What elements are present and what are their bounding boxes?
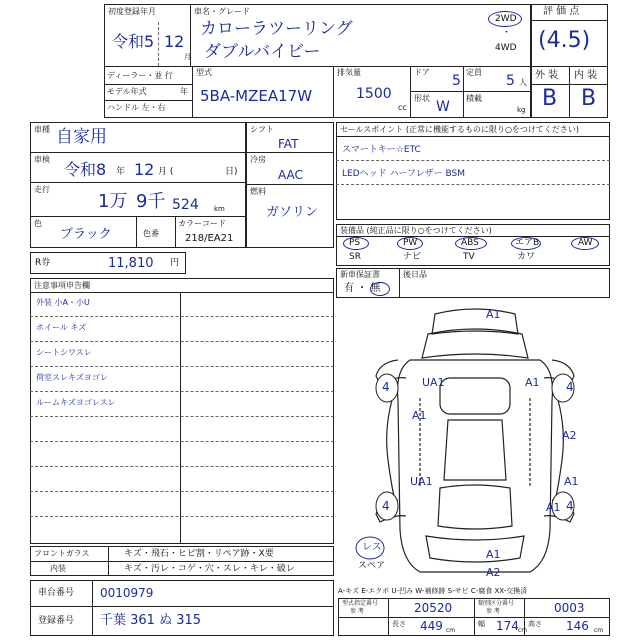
eq-tv: TV — [463, 252, 475, 262]
note-5: ルームキズヨゴレスレ — [36, 398, 116, 407]
note-4: 荷室スレキズヨゴレ — [36, 373, 108, 382]
mark-spare-circle: レス — [362, 542, 382, 553]
note-1: 外装 小A・小U — [36, 298, 90, 307]
mark-bottom-a1: A1 — [486, 548, 501, 561]
warranty-none-circle — [370, 282, 390, 296]
notes-box — [30, 278, 334, 544]
mileage-man: 1万 — [98, 191, 128, 212]
selling-point-1: スマートキー☆ETC — [342, 145, 421, 155]
km-unit: km — [214, 205, 225, 213]
car-grade: ダブルバイビー — [204, 42, 321, 62]
selling-point-2: LEDヘッド ハーフレザー BSM — [342, 169, 466, 179]
mark-a1-right-lower2: A1 — [546, 501, 561, 514]
notes-label: 注意事項申告欄 — [34, 281, 90, 290]
dealer-label: ディーラー・並 行 — [107, 71, 173, 80]
length-value: 449 — [420, 619, 443, 633]
eq-navi: ナビ — [403, 252, 422, 262]
auction-label: 型式指定番号 — [342, 600, 379, 607]
displacement-label: 排気量 — [337, 68, 361, 77]
type-label: 型式 — [196, 68, 212, 77]
mark-a1-right-lower: A1 — [564, 475, 579, 488]
equipment-label: 装備品 (純正品に限り○をつけてください) — [340, 226, 492, 235]
eq-airbag: エアB — [515, 238, 540, 248]
mileage-rest: 524 — [172, 197, 199, 213]
mark-left-upper-wheel: 4 — [382, 380, 390, 394]
note-2: ホイール キズ — [36, 323, 87, 332]
yen-unit: 円 — [170, 258, 180, 268]
note-3: シートシワスレ — [36, 348, 92, 357]
interior-cond-label: 内装 — [50, 564, 66, 573]
inspection-year-unit: 年 — [116, 167, 126, 177]
usage-value: 自家用 — [56, 127, 107, 147]
color-value: ブラック — [60, 227, 112, 242]
usage-label: 車種 — [34, 125, 50, 134]
mileage-sen: 9千 — [136, 191, 166, 212]
kg-unit: kg — [517, 106, 526, 114]
height-unit: cm — [594, 627, 604, 634]
warranty-value: 有 ・ 無 — [344, 283, 381, 294]
chassis-label: 車台番号 — [38, 588, 75, 598]
capacity-unit: 人 — [519, 78, 527, 87]
exterior-label: 外 装 — [535, 70, 559, 81]
drive-4wd: 4WD — [495, 43, 517, 53]
spare-label: スペア — [358, 561, 386, 571]
fuel-label: 燃料 — [250, 187, 266, 196]
year-unit: 年 — [180, 87, 188, 96]
class-value: 0003 — [554, 601, 585, 615]
cc-unit: cc — [398, 103, 407, 112]
mark-a2-right-mid: A2 — [562, 429, 577, 442]
drive-2wd: 2WD — [495, 14, 517, 24]
chassis-value: 0010979 — [100, 586, 154, 600]
inspection-day-unit: 日) — [225, 167, 238, 177]
width-unit: cm — [518, 627, 528, 634]
front-glass-value: キズ・飛石・ヒビ割・リペア跡・X要 — [124, 549, 274, 559]
damage-legend: A-キズ E-エクボ U-凹み W-補修跡 S-サビ C-腐食 XX-交換済 — [338, 587, 528, 595]
handle-label: ハンドル 左・右 — [107, 103, 166, 112]
color-code-value: 218/EA21 — [185, 233, 234, 244]
rating-label: 評 価 点 — [543, 6, 580, 17]
plate-value: 千葉 361 ぬ 315 — [100, 613, 202, 628]
type-value: 5BA-MZEA17W — [200, 87, 313, 105]
eq-pw: PW — [403, 238, 418, 248]
height-label: 高さ — [528, 620, 542, 628]
recycle-value: 11,810 — [108, 256, 154, 271]
length-unit: cm — [446, 627, 456, 634]
capacity-value: 5 — [506, 73, 515, 89]
length-label: 長さ — [392, 620, 406, 628]
car-name: カローラツーリング — [200, 19, 353, 39]
eq-abs: ABS — [461, 238, 479, 248]
month-unit: 月 — [184, 53, 191, 61]
rating-value: (4.5) — [538, 28, 591, 53]
eq-ps: PS — [349, 238, 361, 248]
maker-label: 後日品 — [403, 270, 427, 279]
mark-ua1-left-upper: UA1 — [422, 376, 445, 389]
first-reg-month: 12 — [164, 32, 185, 51]
doors-value: 5 — [452, 73, 461, 89]
shape-label: 形状 — [414, 94, 430, 103]
drive-dot: ・ — [502, 28, 512, 38]
color-label: 色 — [34, 219, 42, 228]
mark-bottom-a2: A2 — [486, 566, 501, 579]
eq-aw: AW — [578, 238, 593, 248]
ac-label: 冷房 — [250, 155, 266, 164]
interior-grade: B — [581, 86, 597, 111]
exterior-grade: B — [542, 86, 558, 111]
mark-left-lower-wheel: 4 — [382, 499, 390, 513]
model-year-label: モデル年式 — [107, 87, 147, 96]
displacement-value: 1500 — [356, 86, 392, 102]
class-sub: 参 考 — [486, 608, 500, 615]
auction-value: 20520 — [414, 601, 453, 615]
width-label: 幅 — [478, 620, 485, 628]
first-reg-label: 初度登録年月 — [108, 7, 156, 16]
interior-cond-value: キズ・汚レ・コゲ・穴・スレ・キレ・破レ — [124, 564, 295, 574]
mark-ua1-left-lower: UA1 — [410, 475, 433, 488]
fuel-value: ガソリン — [266, 205, 319, 220]
width-value: 174 — [496, 619, 519, 633]
selling-points-label: セールスポイント (正常に機能するものに限り○をつけてください) — [340, 125, 580, 134]
warranty-label: 新車保証書 — [340, 270, 380, 279]
class-label: 類別区分番号 — [478, 600, 515, 607]
auction-sub: 参 考 — [350, 608, 364, 615]
shape-value: W — [436, 99, 450, 115]
color-code-label: カラーコード — [178, 219, 226, 228]
mark-right-upper-wheel: 4 — [566, 380, 574, 394]
car-grade-label: 車名・グレード — [194, 7, 250, 16]
mark-top: A1 — [486, 308, 501, 321]
recycle-label: R券 — [35, 258, 51, 268]
inspection-era: 令和8 — [64, 160, 107, 179]
mileage-label: 走行 — [34, 185, 50, 194]
shift-value: FAT — [278, 137, 299, 151]
eq-sr: SR — [349, 252, 361, 262]
mark-a1-right-upper: A1 — [525, 376, 540, 389]
mark-right-lower-wheel: 4 — [566, 499, 574, 513]
inspection-label: 車検 — [34, 155, 50, 164]
shift-label: シフト — [250, 125, 274, 134]
plate-label: 登録番号 — [38, 616, 75, 626]
interior-label: 内 装 — [574, 70, 598, 81]
inspection-month: 12 — [134, 160, 155, 179]
doors-label: ドア — [414, 68, 430, 77]
ac-value: AAC — [278, 168, 303, 182]
first-reg-era: 令和5 — [112, 32, 155, 51]
load-label: 積載 — [466, 94, 482, 103]
front-glass-label: フロントガラス — [34, 549, 90, 558]
eq-leather: カワ — [517, 252, 536, 262]
height-value: 146 — [566, 619, 589, 633]
color-no-label: 色番 — [143, 229, 159, 238]
capacity-label: 定員 — [466, 68, 482, 77]
mark-a1-left-mid: A1 — [412, 409, 427, 422]
inspection-month-unit: 月 ( — [158, 167, 174, 177]
